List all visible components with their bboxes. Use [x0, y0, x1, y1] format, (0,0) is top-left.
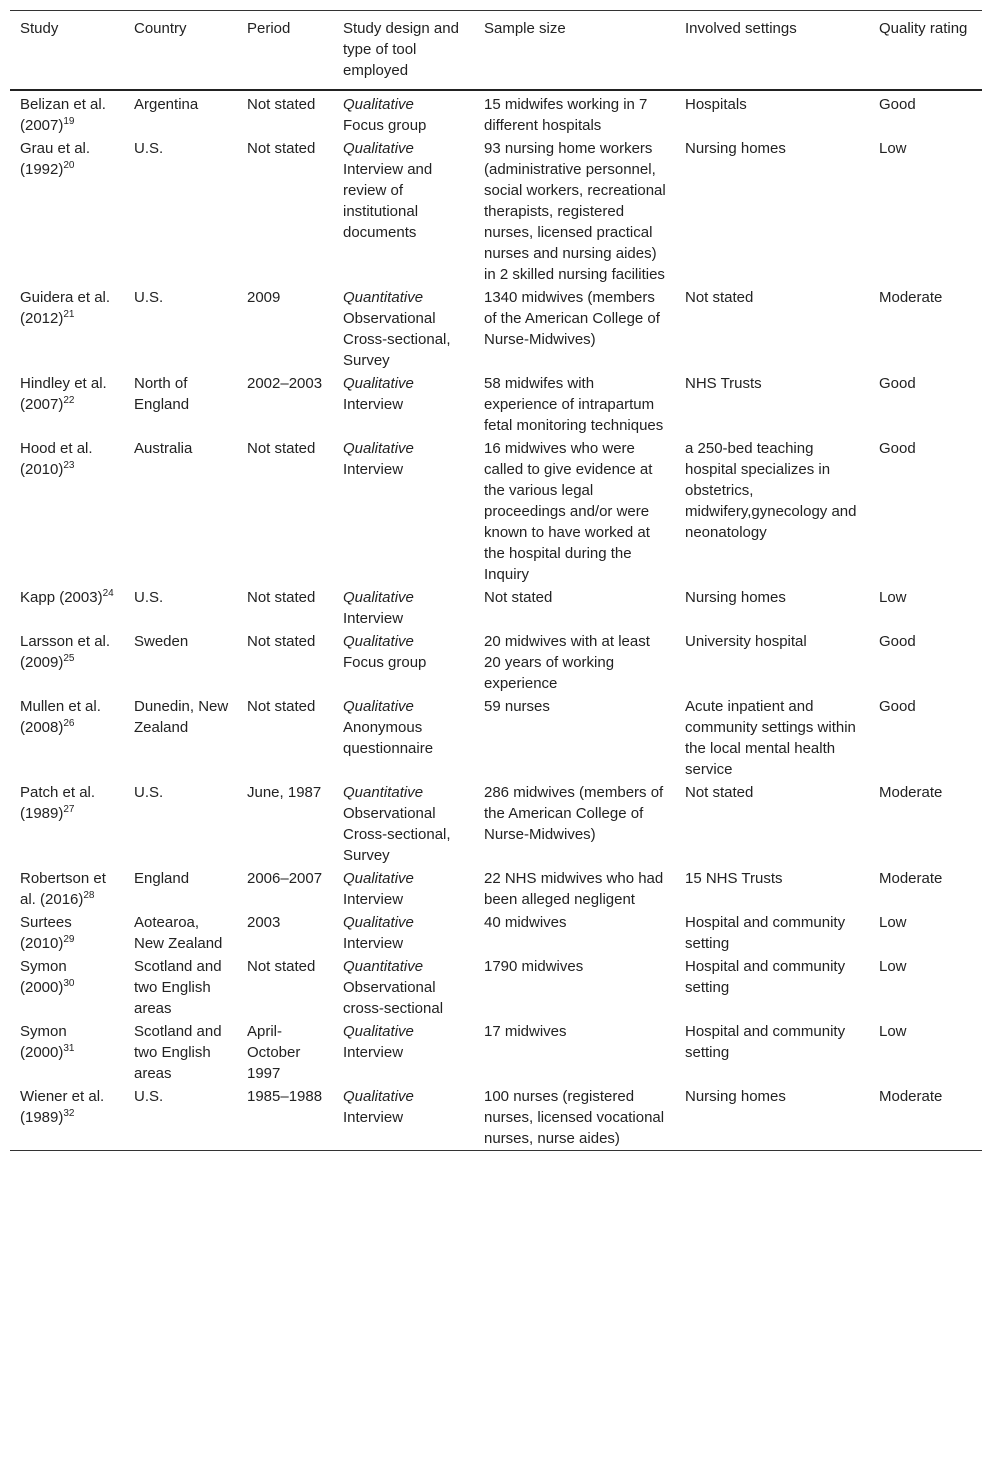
cell-sample-size: 100 nurses (registered nurses, licensed vocational nurses, nurse aides)	[484, 1088, 665, 1147]
cell-sample-size: 58 midwifes with experience of intrapartum fetal monitoring techniques	[484, 375, 664, 434]
cell-quality-rating: Good	[879, 633, 916, 650]
cell-period: Not stated	[247, 698, 316, 715]
study-citation: Belizan et al. (2007)	[20, 96, 106, 134]
table-row	[10, 372, 982, 437]
design-tool: Interview	[343, 891, 404, 908]
reference-number: 25	[63, 653, 75, 664]
cell-study	[10, 695, 124, 781]
cell-study	[10, 781, 124, 867]
table-row	[10, 955, 982, 1020]
study-citation: Larsson et al. (2009)	[20, 633, 111, 671]
table-row	[10, 1085, 982, 1151]
study-citation: Surtees (2010)	[20, 914, 72, 952]
cell-study-design	[333, 911, 474, 955]
design-tool: Interview and review of institutional documents	[343, 161, 433, 241]
cell-involved-settings: Nursing homes	[685, 589, 786, 606]
cell-period: 2009	[247, 289, 281, 306]
design-type: Qualitative	[343, 1088, 414, 1105]
cell-quality-rating: Good	[879, 440, 916, 457]
cell-involved-settings: University hospital	[685, 633, 807, 650]
design-type: Qualitative	[343, 96, 414, 113]
cell-period: 2006–2007	[247, 870, 323, 887]
design-tool: Observational Cross-sectional, Survey	[343, 805, 451, 864]
table-container	[10, 10, 982, 1151]
cell-country: Argentina	[134, 96, 199, 113]
cell-study-design	[333, 1020, 474, 1085]
cell-sample-size: 1790 midwives	[484, 958, 584, 975]
cell-sample-size: 22 NHS midwives who had been alleged negligent	[484, 870, 664, 908]
cell-country: England	[134, 870, 190, 887]
reference-number: 20	[63, 160, 75, 171]
cell-study	[10, 867, 124, 911]
cell-country: North of England	[134, 375, 190, 413]
study-citation: Kapp (2003)	[20, 589, 103, 606]
table-body	[10, 90, 982, 1151]
design-tool: Interview	[343, 396, 404, 413]
cell-period: 2003	[247, 914, 281, 931]
design-tool: Focus group	[343, 117, 427, 134]
design-type: Qualitative	[343, 870, 414, 887]
cell-quality-rating: Low	[879, 589, 907, 606]
cell-period: 2002–2003	[247, 375, 323, 392]
reference-number: 30	[63, 978, 75, 989]
cell-study-design	[333, 695, 474, 781]
table-header	[10, 11, 982, 91]
cell-sample-size: Not stated	[484, 589, 553, 606]
study-citation: Hood et al. (2010)	[20, 440, 93, 478]
cell-country: U.S.	[134, 289, 164, 306]
cell-country: U.S.	[134, 1088, 164, 1105]
design-tool: Interview	[343, 610, 404, 627]
reference-number: 31	[63, 1043, 75, 1054]
design-tool: Interview	[343, 935, 404, 952]
cell-involved-settings: Not stated	[685, 289, 754, 306]
cell-involved-settings: Hospitals	[685, 96, 747, 113]
design-tool: Interview	[343, 1044, 404, 1061]
study-citation: Robertson et al. (2016)	[20, 870, 106, 908]
study-citation: Symon (2000)	[20, 958, 67, 996]
design-type: Qualitative	[343, 633, 414, 650]
cell-involved-settings: Not stated	[685, 784, 754, 801]
cell-quality-rating: Low	[879, 1023, 907, 1040]
cell-study	[10, 286, 124, 372]
table-row	[10, 1020, 982, 1085]
cell-study-design	[333, 630, 474, 695]
study-citation: Guidera et al. (2012)	[20, 289, 111, 327]
cell-involved-settings: Hospital and community setting	[685, 958, 846, 996]
header-row	[10, 11, 982, 91]
cell-sample-size: 16 midwives who were called to give evidence at the various legal proceedings and/or were known to have worked at the hospital during the Inquiry	[484, 440, 653, 583]
cell-country: Dunedin, New Zealand	[134, 698, 229, 736]
cell-involved-settings: Hospital and community setting	[685, 1023, 846, 1061]
design-tool: Observational Cross-sectional, Survey	[343, 310, 451, 369]
design-type: Quantitative	[343, 958, 424, 975]
cell-study-design	[333, 137, 474, 286]
study-citation: Patch et al. (1989)	[20, 784, 96, 822]
reference-number: 24	[102, 588, 114, 599]
cell-quality-rating: Moderate	[879, 1088, 943, 1105]
cell-sample-size: 93 nursing home workers (administrative personnel, social workers, recreational therapists, registered nurses, licensed practical nurses and nursing aides) in 2 skilled nursing facilities	[484, 140, 666, 283]
cell-study	[10, 911, 124, 955]
design-type: Qualitative	[343, 375, 414, 392]
studies-table	[10, 10, 982, 1151]
cell-country: Aotearoa, New Zealand	[134, 914, 223, 952]
cell-quality-rating: Good	[879, 375, 916, 392]
cell-study	[10, 1085, 124, 1151]
design-type: Quantitative	[343, 784, 424, 801]
cell-study	[10, 437, 124, 586]
design-tool: Interview	[343, 1109, 404, 1126]
cell-period: June, 1987	[247, 784, 322, 801]
cell-period: Not stated	[247, 440, 316, 457]
cell-country: Australia	[134, 440, 193, 457]
cell-involved-settings: Hospital and community setting	[685, 914, 846, 952]
cell-study	[10, 586, 124, 630]
cell-country: Sweden	[134, 633, 189, 650]
reference-number: 23	[63, 460, 75, 471]
cell-country: U.S.	[134, 140, 164, 157]
reference-number: 27	[63, 804, 75, 815]
cell-involved-settings: 15 NHS Trusts	[685, 870, 783, 887]
header-study-design: Study design and type of tool employed	[343, 20, 459, 79]
cell-involved-settings: NHS Trusts	[685, 375, 762, 392]
cell-involved-settings: Acute inpatient and community settings within the local mental health service	[685, 698, 856, 778]
cell-period: Not stated	[247, 633, 316, 650]
design-type: Qualitative	[343, 440, 414, 457]
cell-period: Not stated	[247, 589, 316, 606]
reference-number: 32	[63, 1108, 75, 1119]
cell-country: U.S.	[134, 784, 164, 801]
header-period: Period	[247, 20, 291, 37]
cell-quality-rating: Good	[879, 96, 916, 113]
design-type: Qualitative	[343, 698, 414, 715]
cell-study-design	[333, 1085, 474, 1151]
cell-involved-settings: a 250-bed teaching hospital specializes in obstetrics, midwifery,gynecology and neonatology	[685, 440, 857, 541]
design-tool: Focus group	[343, 654, 427, 671]
table-row	[10, 90, 982, 137]
cell-study-design	[333, 955, 474, 1020]
design-type: Quantitative	[343, 289, 424, 306]
table-row	[10, 695, 982, 781]
cell-sample-size: 1340 midwives (members of the American College of Nurse-Midwives)	[484, 289, 660, 348]
cell-study-design	[333, 437, 474, 586]
cell-period: Not stated	[247, 958, 316, 975]
design-type: Qualitative	[343, 140, 414, 157]
reference-number: 26	[63, 718, 75, 729]
reference-number: 22	[63, 395, 75, 406]
cell-quality-rating: Low	[879, 958, 907, 975]
design-tool: Anonymous questionnaire	[343, 719, 434, 757]
cell-period: 1985–1988	[247, 1088, 323, 1105]
cell-study	[10, 630, 124, 695]
table-row	[10, 781, 982, 867]
study-citation: Symon (2000)	[20, 1023, 67, 1061]
cell-period: Not stated	[247, 96, 316, 113]
cell-period: Not stated	[247, 140, 316, 157]
reference-number: 28	[83, 890, 95, 901]
table-row	[10, 586, 982, 630]
study-citation: Wiener et al. (1989)	[20, 1088, 105, 1126]
cell-country: Scotland and two English areas	[134, 958, 222, 1017]
reference-number: 21	[63, 309, 75, 320]
design-type: Qualitative	[343, 1023, 414, 1040]
cell-country: Scotland and two English areas	[134, 1023, 222, 1082]
cell-quality-rating: Moderate	[879, 784, 943, 801]
reference-number: 29	[63, 934, 75, 945]
cell-period: April-October 1997	[247, 1023, 301, 1082]
cell-quality-rating: Good	[879, 698, 916, 715]
cell-quality-rating: Moderate	[879, 870, 943, 887]
cell-sample-size: 40 midwives	[484, 914, 567, 931]
cell-study-design	[333, 372, 474, 437]
cell-sample-size: 59 nurses	[484, 698, 550, 715]
study-citation: Grau et al. (1992)	[20, 140, 91, 178]
cell-study-design	[333, 867, 474, 911]
cell-study-design	[333, 90, 474, 137]
cell-country: U.S.	[134, 589, 164, 606]
cell-study-design	[333, 586, 474, 630]
cell-sample-size: 15 midwifes working in 7 different hospitals	[484, 96, 648, 134]
cell-quality-rating: Low	[879, 914, 907, 931]
design-tool: Interview	[343, 461, 404, 478]
table-row	[10, 867, 982, 911]
study-citation: Hindley et al. (2007)	[20, 375, 107, 413]
cell-involved-settings: Nursing homes	[685, 140, 786, 157]
design-type: Qualitative	[343, 914, 414, 931]
header-study: Study	[20, 20, 59, 37]
table-row	[10, 137, 982, 286]
cell-study	[10, 1020, 124, 1085]
header-quality-rating: Quality rating	[879, 20, 968, 37]
header-sample-size: Sample size	[484, 20, 566, 37]
cell-study	[10, 90, 124, 137]
cell-study	[10, 955, 124, 1020]
design-tool: Observational cross-sectional	[343, 979, 444, 1017]
cell-involved-settings: Nursing homes	[685, 1088, 786, 1105]
header-involved-settings: Involved settings	[685, 20, 797, 37]
cell-sample-size: 286 midwives (members of the American College of Nurse-Midwives)	[484, 784, 664, 843]
table-row	[10, 437, 982, 586]
cell-study	[10, 372, 124, 437]
table-row	[10, 911, 982, 955]
reference-number: 19	[63, 116, 75, 127]
cell-quality-rating: Low	[879, 140, 907, 157]
cell-sample-size: 20 midwives with at least 20 years of working experience	[484, 633, 650, 692]
design-type: Qualitative	[343, 589, 414, 606]
cell-study	[10, 137, 124, 286]
table-row	[10, 286, 982, 372]
header-country: Country	[134, 20, 187, 37]
study-citation: Mullen et al. (2008)	[20, 698, 101, 736]
cell-study-design	[333, 781, 474, 867]
cell-quality-rating: Moderate	[879, 289, 943, 306]
table-row	[10, 630, 982, 695]
cell-study-design	[333, 286, 474, 372]
cell-sample-size: 17 midwives	[484, 1023, 567, 1040]
